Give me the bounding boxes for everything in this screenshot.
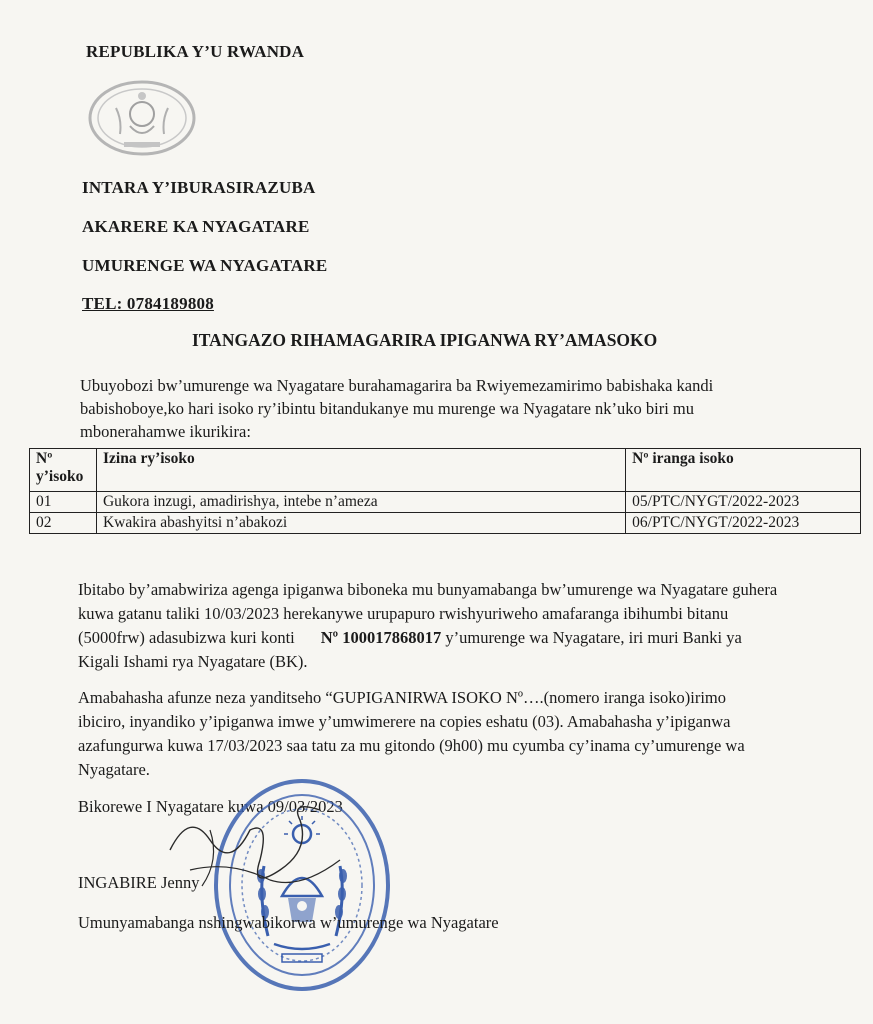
cell-name: Kwakira abashyitsi n’abakozi xyxy=(96,513,625,534)
table-row xyxy=(30,492,861,513)
cell-reference: 06/PTC/NYGT/2022-2023 xyxy=(626,513,861,534)
tender-table xyxy=(29,448,861,534)
intro-line: babishoboye,ko hari isoko ry’ibintu bitandukanye mu murenge wa Nyagatare nk’uko biri mu xyxy=(80,399,695,418)
coat-of-arms-icon xyxy=(86,78,198,158)
paragraph-line: Ibitabo by’amabwiriza agenga ipiganwa biboneka mu bunyamabanga bw’umurenge wa Nyagatare guhera xyxy=(78,580,778,599)
paragraph-text: y’umurenge wa Nyagatare, iri muri Banki ya xyxy=(441,628,742,647)
telephone-line: TEL: 0784189808 xyxy=(82,294,214,313)
sector-heading: UMURENGE WA NYAGATARE xyxy=(82,256,328,275)
table-header-row xyxy=(30,449,861,492)
table-row xyxy=(30,513,861,534)
paragraph-line: azafungurwa kuwa 17/03/2023 saa tatu za mu gitondo (9h00) mu cyumba cy’inama cy’umurenge wa xyxy=(78,736,745,755)
province-heading: INTARA Y’IBURASIRAZUBA xyxy=(82,178,316,197)
intro-line: Ubuyobozi bw’umurenge wa Nyagatare burahamagarira ba Rwiyemezamirimo babishaka kandi xyxy=(80,376,714,395)
place-date-line: Bikorewe I Nyagatare kuwa 09/03/2023 xyxy=(78,797,343,816)
paragraph-text: (5000frw) adasubizwa kuri konti xyxy=(78,628,295,647)
tender-documents-paragraph xyxy=(78,578,777,674)
submission-paragraph xyxy=(78,686,745,782)
paragraph-line xyxy=(78,626,777,650)
paragraph-line: Kigali Ishami rya Nyagatare (BK). xyxy=(78,652,308,671)
intro-paragraph xyxy=(80,374,713,443)
account-number: Nº 100017868017 xyxy=(320,628,442,647)
district-heading: AKARERE KA NYAGATARE xyxy=(82,217,310,236)
paragraph-line: kuwa gatanu taliki 10/03/2023 herekanywe urupapuro rwishyuriweho amafaranga ibihumbi bitanu xyxy=(78,604,729,623)
signatory-role: Umunyamabanga nshingwabikorwa w’umurenge wa Nyagatare xyxy=(78,913,499,932)
cell-number: 01 xyxy=(30,492,97,513)
intro-line: mbonerahamwe ikurikira: xyxy=(80,422,251,441)
republic-heading: REPUBLIKA Y’U RWANDA xyxy=(86,42,305,61)
paragraph-line: Amabahasha afunze neza yanditseho “GUPIGANIRWA ISOKO Nº….(nomero iranga isoko)irimo xyxy=(78,688,726,707)
cell-reference: 05/PTC/NYGT/2022-2023 xyxy=(626,492,861,513)
column-header-name: Izina ry’isoko xyxy=(96,449,625,492)
column-header-number: Nº y’isoko xyxy=(30,449,97,492)
cell-number: 02 xyxy=(30,513,97,534)
column-header-reference: Nº iranga isoko xyxy=(626,449,861,492)
notice-title: ITANGAZO RIHAMAGARIRA IPIGANWA RY’AMASOKO xyxy=(192,330,658,350)
cell-name: Gukora inzugi, amadirishya, intebe n’ameza xyxy=(96,492,625,513)
paragraph-line: Nyagatare. xyxy=(78,760,150,779)
paragraph-line: ibiciro, inyandiko y’ipiganwa imwe y’umwimerere na copies eshatu (03). Amabahasha y’ipiganwa xyxy=(78,712,731,731)
signatory-name: INGABIRE Jenny xyxy=(78,873,200,892)
